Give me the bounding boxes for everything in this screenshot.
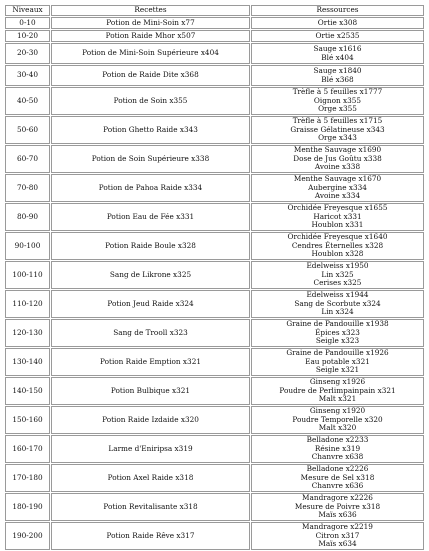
level-cell: 70-80: [5, 174, 50, 202]
resource-item: Cendres Éternelles x328: [291, 240, 384, 250]
resources-cell: [251, 232, 424, 260]
recipe-cell: Potion Ghetto Raide x343: [51, 116, 250, 144]
resource-item: Ortie x308: [317, 17, 358, 27]
resource-item: Sang de Scorbute x324: [294, 298, 381, 308]
resource-item: Mandragore x2226: [302, 493, 373, 503]
table-row: [5, 17, 424, 29]
header-recettes: Recettes: [51, 5, 250, 16]
level-cell: 0-10: [5, 17, 50, 29]
resource-item: Graine de Pandouille x1926: [286, 348, 389, 358]
resource-item: Ortie x2535: [315, 30, 360, 40]
resources-cell: [251, 65, 424, 86]
level-cell: 140-150: [5, 377, 50, 405]
table-header: [5, 5, 424, 16]
table-row: [5, 203, 424, 231]
resources-cell: [251, 17, 424, 29]
level-cell: 80-90: [5, 203, 50, 231]
recipe-cell: Potion de Pahoa Raide x334: [51, 174, 250, 202]
resource-item: Menthe Sauvage x1690: [293, 145, 382, 155]
resources-cell: [251, 377, 424, 405]
level-cell: 100-110: [5, 261, 50, 289]
table-row: [5, 522, 424, 550]
table-row: [5, 30, 424, 42]
recipe-cell: Potion Raide Izdaide x320: [51, 406, 250, 434]
resources-cell: [251, 145, 424, 173]
resource-item: Mandragore x2219: [302, 522, 373, 532]
recipe-cell: Potion Raide Mhor x507: [51, 30, 250, 42]
resource-item: Seigle x321: [315, 365, 360, 375]
level-cell: 150-160: [5, 406, 50, 434]
resource-item: Eau potable x321: [305, 356, 370, 366]
level-cell: 50-60: [5, 116, 50, 144]
resource-item: Blé x368: [321, 74, 354, 84]
resource-item: Orge x355: [318, 104, 357, 114]
resource-item: Résine x319: [314, 443, 361, 453]
resource-item: Mesure de Sel x318: [300, 472, 375, 482]
level-cell: 180-190: [5, 493, 50, 521]
table-row: [5, 377, 424, 405]
table-row: [5, 43, 424, 64]
resource-item: Menthe Sauvage x1670: [293, 174, 382, 184]
table-row: [5, 435, 424, 463]
table-row: [5, 116, 424, 144]
level-cell: 110-120: [5, 290, 50, 318]
resource-item: Graine de Pandouille x1938: [286, 319, 389, 329]
resources-cell: [251, 493, 424, 521]
table-body: [5, 17, 424, 550]
resource-item: Orge x343: [318, 133, 357, 143]
resource-item: Poudre Temporelle x320: [292, 414, 383, 424]
recipe-cell: Potion Raide Boule x328: [51, 232, 250, 260]
resource-item: Blé x404: [321, 52, 354, 62]
resource-item: Chanvre x638: [311, 452, 364, 462]
level-cell: 60-70: [5, 145, 50, 173]
level-cell: 10-20: [5, 30, 50, 42]
resource-item: Dose de Jus Goûtu x338: [293, 153, 382, 163]
level-cell: 90-100: [5, 232, 50, 260]
resource-item: Poudre de Perlimpainpain x321: [279, 385, 396, 395]
resource-item: Malt x320: [318, 423, 357, 433]
header-ressources: Ressources: [251, 5, 424, 16]
resources-cell: [251, 348, 424, 376]
resources-cell: [251, 116, 424, 144]
recipe-cell: Sang de Likrone x325: [51, 261, 250, 289]
level-cell: 160-170: [5, 435, 50, 463]
level-cell: 190-200: [5, 522, 50, 550]
recipe-table-container: [4, 4, 425, 551]
table-row: [5, 406, 424, 434]
recipe-cell: Potion de Soin Supérieure x338: [51, 145, 250, 173]
table-row: [5, 464, 424, 492]
resources-cell: [251, 43, 424, 64]
resources-cell: [251, 87, 424, 115]
resources-cell: [251, 464, 424, 492]
resource-item: Mesure de Poivre x318: [294, 501, 381, 511]
resource-item: Edelweiss x1950: [306, 261, 369, 271]
resources-cell: [251, 319, 424, 347]
resource-item: Orchidée Freyesque x1655: [287, 203, 388, 213]
resource-item: Belladone x2226: [306, 464, 369, 474]
recipe-cell: Potion de Mini-Soin Supérieure x404: [51, 43, 250, 64]
resource-item: Houblon x328: [311, 249, 364, 259]
table-row: [5, 232, 424, 260]
resource-item: Graisse Gélatineuse x343: [290, 124, 385, 134]
recipe-cell: Potion Raide Emption x321: [51, 348, 250, 376]
table-row: [5, 65, 424, 86]
level-cell: 20-30: [5, 43, 50, 64]
resource-item: Cerises x325: [313, 278, 362, 288]
table-row: [5, 493, 424, 521]
resource-item: Ginseng x1926: [309, 377, 366, 387]
resources-cell: [251, 203, 424, 231]
recipe-cell: Larme d'Eniripsa x319: [51, 435, 250, 463]
table-row: [5, 348, 424, 376]
recipe-cell: Potion Raide Rêve x317: [51, 522, 250, 550]
resource-item: Sauge x1616: [313, 43, 362, 53]
resources-cell: [251, 30, 424, 42]
resource-item: Malt x321: [318, 394, 357, 404]
resource-item: Avoine x334: [314, 191, 361, 201]
resource-item: Lin x324: [321, 307, 354, 317]
recipe-cell: Potion de Raide Dite x368: [51, 65, 250, 86]
resource-item: Oignon x355: [313, 95, 362, 105]
recipe-cell: Potion Jeud Raide x324: [51, 290, 250, 318]
recipe-cell: Potion Revitalisante x318: [51, 493, 250, 521]
resources-cell: [251, 290, 424, 318]
resource-item: Edelweiss x1944: [306, 290, 369, 300]
resource-item: Lin x325: [321, 269, 354, 279]
level-cell: 120-130: [5, 319, 50, 347]
resource-item: Chanvre x636: [311, 481, 364, 491]
resource-item: Avoine x338: [314, 162, 361, 172]
recipe-table: [4, 4, 425, 551]
recipe-cell: Potion Bulbique x321: [51, 377, 250, 405]
table-row: [5, 87, 424, 115]
level-cell: 40-50: [5, 87, 50, 115]
resources-cell: [251, 522, 424, 550]
resource-item: Houblon x331: [311, 220, 364, 230]
level-cell: 130-140: [5, 348, 50, 376]
resources-cell: [251, 174, 424, 202]
resource-item: Ginseng x1920: [309, 406, 366, 416]
resource-item: Trèfle à 5 feuilles x1715: [292, 116, 383, 126]
recipe-cell: Potion Eau de Fée x331: [51, 203, 250, 231]
resource-item: Sauge x1840: [313, 65, 362, 75]
resource-item: Trèfle à 5 feuilles x1777: [292, 87, 383, 97]
table-row: [5, 261, 424, 289]
resources-cell: [251, 435, 424, 463]
resource-item: Citron x317: [315, 530, 360, 540]
resource-item: Haricot x331: [313, 211, 362, 221]
resource-item: Épices x323: [315, 327, 360, 337]
table-row: [5, 145, 424, 173]
resources-cell: [251, 406, 424, 434]
level-cell: 30-40: [5, 65, 50, 86]
resource-item: Maïs x634: [318, 539, 357, 549]
recipe-cell: Potion Axel Raide x318: [51, 464, 250, 492]
recipe-cell: Potion de Soin x355: [51, 87, 250, 115]
table-row: [5, 319, 424, 347]
table-row: [5, 174, 424, 202]
resource-item: Aubergine x334: [308, 182, 367, 192]
header-row: [5, 5, 424, 16]
table-row: [5, 290, 424, 318]
resource-item: Maïs x636: [318, 510, 357, 520]
recipe-cell: Sang de Trooll x323: [51, 319, 250, 347]
resource-item: Orchidée Freyesque x1640: [287, 232, 388, 242]
header-niveaux: Niveaux: [5, 5, 50, 16]
level-cell: 170-180: [5, 464, 50, 492]
resources-cell: [251, 261, 424, 289]
resource-item: Belladone x2233: [306, 435, 369, 445]
recipe-cell: Potion de Mini-Soin x77: [51, 17, 250, 29]
resource-item: Seigle x323: [315, 336, 360, 346]
